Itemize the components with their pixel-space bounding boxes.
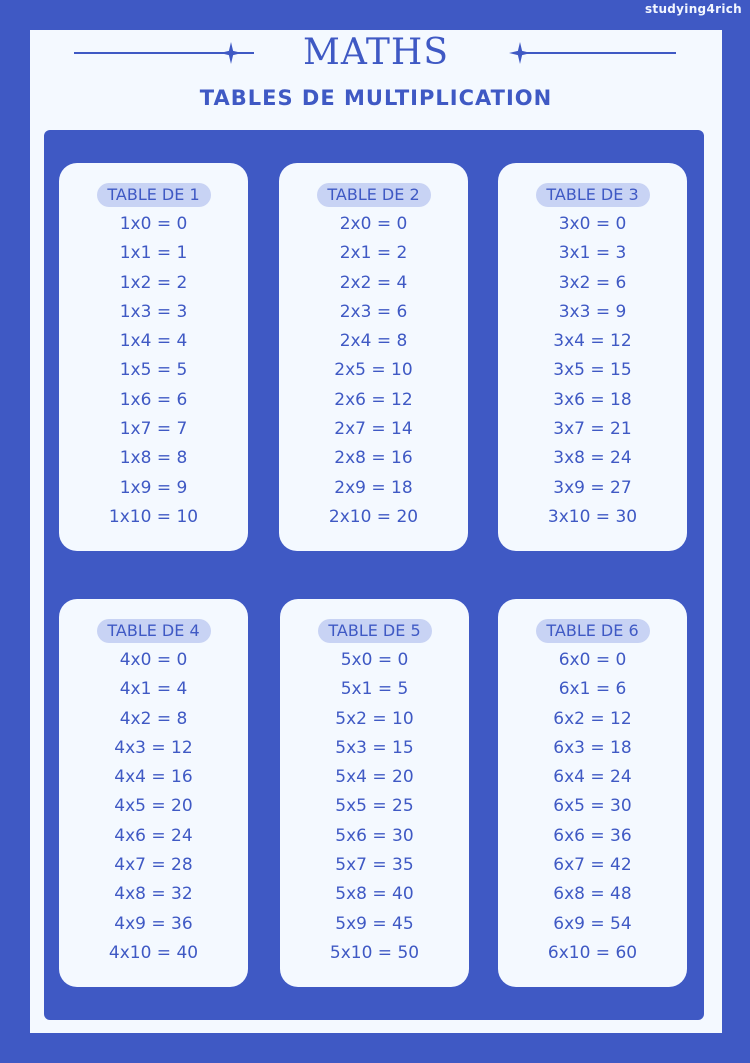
page-subtitle: TABLES DE MULTIPLICATION [199, 86, 553, 110]
table-row: 6x8 = 48 [553, 884, 632, 905]
table-row: 1x8 = 8 [119, 448, 188, 469]
table-row: 3x3 = 9 [558, 301, 627, 322]
table-row: 4x7 = 28 [114, 855, 193, 876]
table-row: 2x5 = 10 [334, 360, 413, 381]
table-row: 1x10 = 10 [108, 506, 199, 527]
table-row: 5x1 = 5 [340, 679, 409, 700]
table-row: 5x4 = 20 [335, 767, 414, 788]
table-row: 5x5 = 25 [335, 796, 414, 817]
table-row: 3x2 = 6 [558, 272, 627, 293]
table-row: 3x0 = 0 [558, 214, 627, 234]
table-row: 2x1 = 2 [339, 243, 408, 264]
table-row: 4x2 = 8 [119, 708, 188, 729]
table-row: 5x0 = 0 [340, 650, 409, 670]
table-row: 6x9 = 54 [553, 913, 632, 934]
table-row: 5x3 = 15 [335, 737, 414, 758]
table-title: TABLE DE 3 [536, 183, 650, 207]
table-row: 3x8 = 24 [553, 448, 632, 469]
table-row: 2x10 = 20 [328, 506, 419, 527]
table-row: 2x2 = 4 [339, 272, 408, 293]
table-row: 6x1 = 6 [558, 679, 627, 700]
table-row: 2x4 = 8 [339, 331, 408, 352]
table-row: 4x10 = 40 [108, 942, 199, 963]
table-card-4 [59, 599, 248, 987]
table-row: 3x4 = 12 [553, 331, 632, 352]
table-card-3 [498, 163, 687, 551]
table-row: 4x0 = 0 [119, 650, 188, 670]
table-row: 1x6 = 6 [119, 389, 188, 410]
table-row: 6x10 = 60 [547, 942, 638, 963]
table-row: 2x6 = 12 [334, 389, 413, 410]
table-row: 2x7 = 14 [334, 419, 413, 440]
table-row: 4x5 = 20 [114, 796, 193, 817]
table-row: 1x9 = 9 [119, 477, 188, 498]
table-card-6 [498, 599, 687, 987]
table-card-5 [280, 599, 469, 987]
table-row: 6x7 = 42 [553, 855, 632, 876]
table-row: 6x0 = 0 [558, 650, 627, 670]
table-row: 3x10 = 30 [547, 506, 638, 527]
table-title: TABLE DE 5 [318, 619, 432, 643]
table-row: 5x10 = 50 [329, 942, 420, 963]
table-row: 4x6 = 24 [114, 825, 193, 846]
table-row: 6x6 = 36 [553, 825, 632, 846]
table-title: TABLE DE 6 [536, 619, 650, 643]
table-row: 1x7 = 7 [119, 419, 188, 440]
table-row: 4x8 = 32 [114, 884, 193, 905]
table-row: 3x5 = 15 [553, 360, 632, 381]
table-row: 6x5 = 30 [553, 796, 632, 817]
table-row: 2x0 = 0 [339, 214, 408, 234]
table-row: 1x0 = 0 [119, 214, 188, 234]
table-row: 2x3 = 6 [339, 301, 408, 322]
table-row: 1x1 = 1 [119, 243, 188, 264]
table-row: 3x7 = 21 [553, 419, 632, 440]
table-row: 5x9 = 45 [335, 913, 414, 934]
table-row: 4x9 = 36 [114, 913, 193, 934]
table-card-1 [59, 163, 248, 551]
table-row: 6x3 = 18 [553, 737, 632, 758]
table-row: 1x3 = 3 [119, 301, 188, 322]
table-row: 5x8 = 40 [335, 884, 414, 905]
table-row: 3x6 = 18 [553, 389, 632, 410]
table-row: 1x4 = 4 [119, 331, 188, 352]
table-row: 5x2 = 10 [335, 708, 414, 729]
table-row: 1x5 = 5 [119, 360, 188, 381]
table-row: 2x8 = 16 [334, 448, 413, 469]
watermark: studying4rich [644, 2, 742, 16]
table-row: 6x4 = 24 [553, 767, 632, 788]
table-title: TABLE DE 1 [97, 183, 211, 207]
table-row: 2x9 = 18 [334, 477, 413, 498]
table-row: 3x1 = 3 [558, 243, 627, 264]
table-title: TABLE DE 4 [97, 619, 211, 643]
table-row: 4x4 = 16 [114, 767, 193, 788]
table-row: 1x2 = 2 [119, 272, 188, 293]
table-row: 3x9 = 27 [553, 477, 632, 498]
page-title: MATHS [303, 32, 449, 73]
worksheet [30, 30, 722, 1033]
table-row: 6x2 = 12 [553, 708, 632, 729]
table-row: 4x3 = 12 [114, 737, 193, 758]
table-card-2 [279, 163, 468, 551]
table-row: 5x6 = 30 [335, 825, 414, 846]
table-row: 5x7 = 35 [335, 855, 414, 876]
tables-board [44, 130, 704, 1020]
table-row: 4x1 = 4 [119, 679, 188, 700]
table-title: TABLE DE 2 [317, 183, 431, 207]
